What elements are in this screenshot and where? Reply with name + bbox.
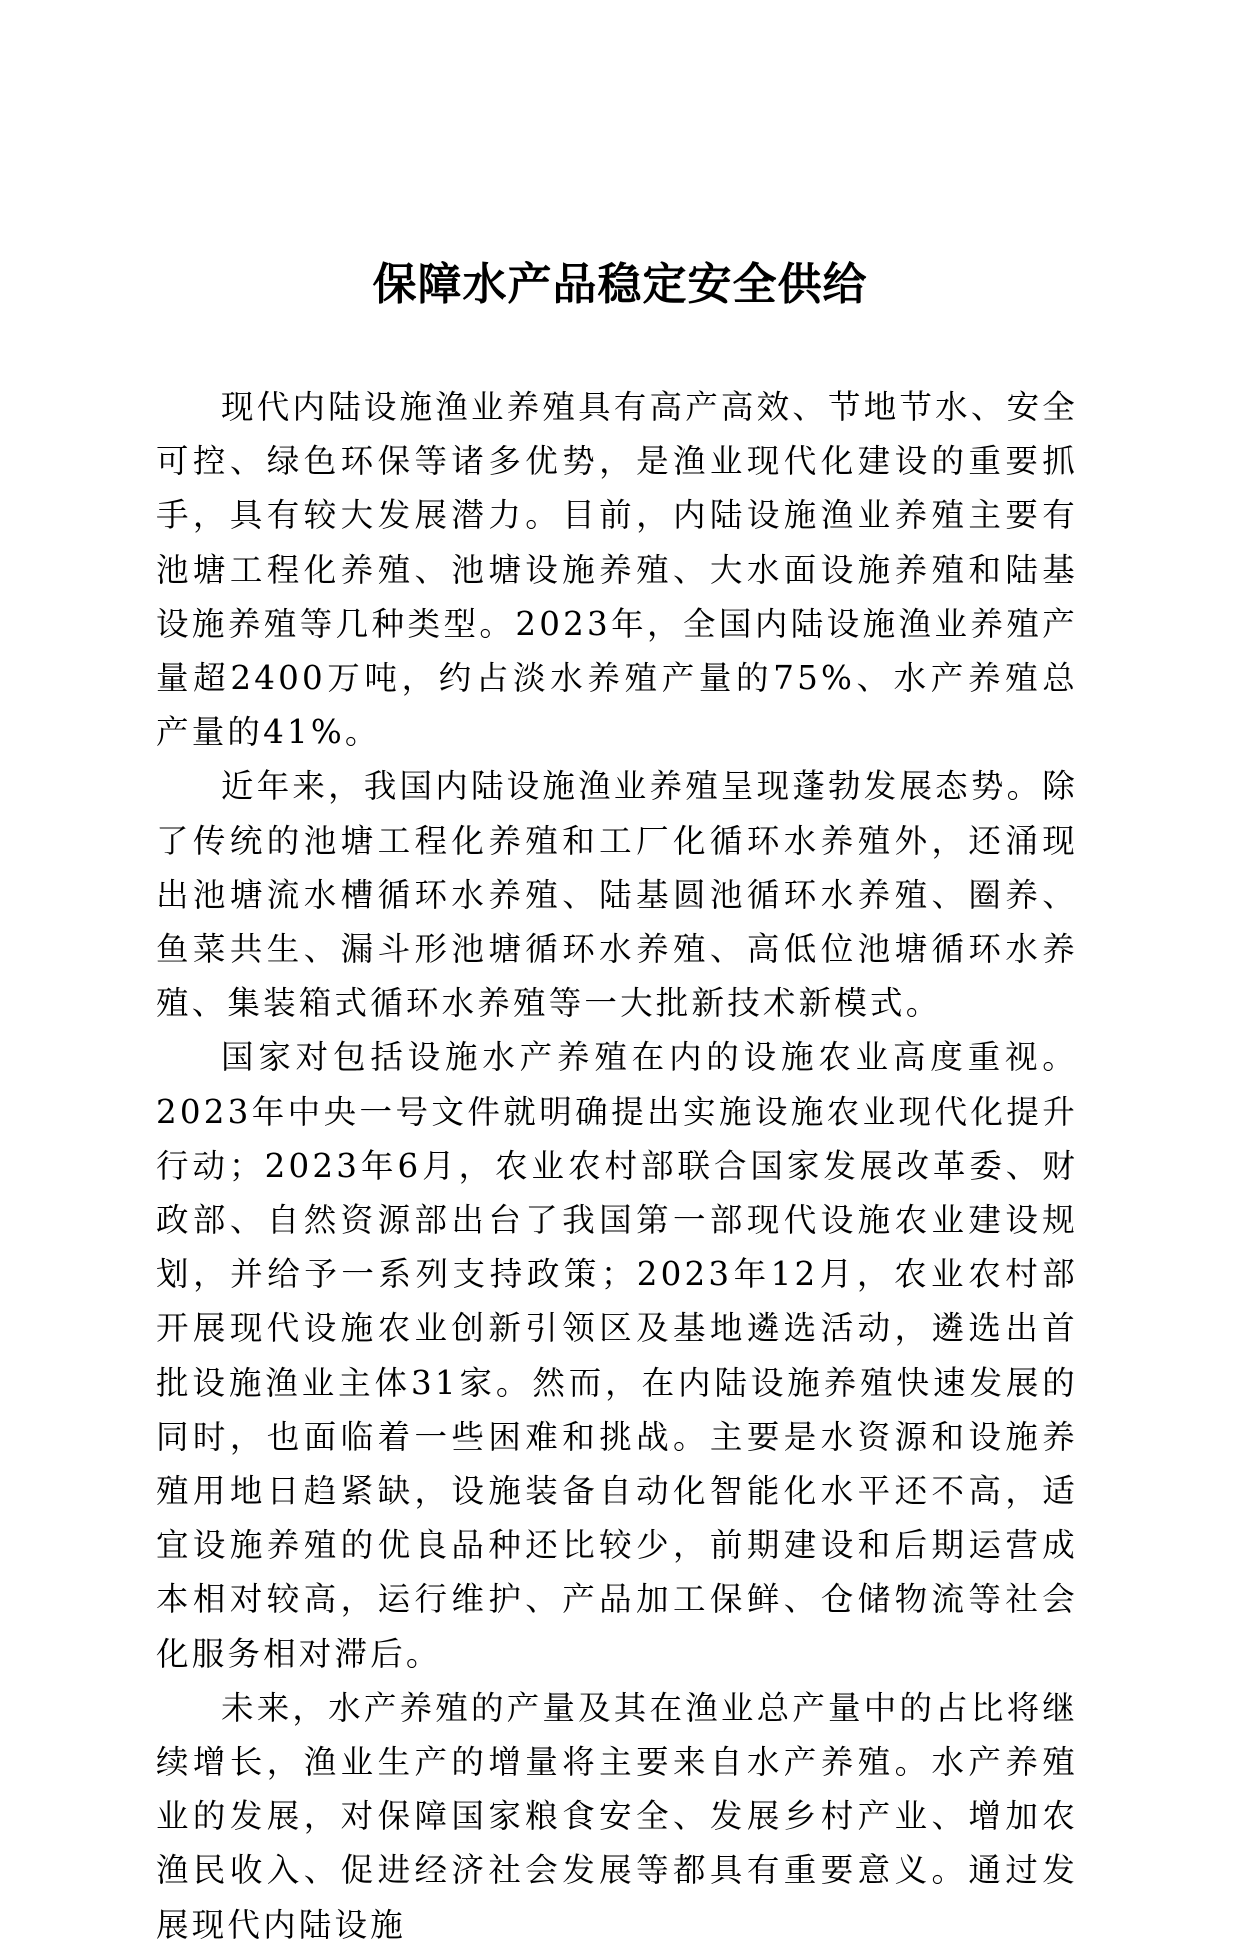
paragraph-1: 现代内陆设施渔业养殖具有高产高效、节地节水、安全可控、绿色环保等诸多优势，是渔业现代化建设的重要抓手，具有较大发展潜力。目前，内陆设施渔业养殖主要有池塘工程化养殖、池塘设施养殖、大水面设施养殖和陆基设施养殖等几种类型。2023年，全国内陆设施渔业养殖产量超2400万吨，约占淡水养殖产量的75%、水产养殖总产量的41%。 — [156, 388, 1078, 752]
paragraph-4: 未来，水产养殖的产量及其在渔业总产量中的占比将继续增长，渔业生产的增量将主要来自水产养殖。水产养殖业的发展，对保障国家粮食安全、发展乡村产业、增加农渔民收入、促进经济社会发展等都具有重要意义。通过发展现代内陆设施 — [156, 1688, 1078, 1944]
paragraph-2: 近年来，我国内陆设施渔业养殖呈现蓬勃发展态势。除了传统的池塘工程化养殖和工厂化循环水养殖外，还涌现出池塘流水槽循环水养殖、陆基圆池循环水养殖、圈养、鱼菜共生、漏斗形池塘循环水养殖、高低位池塘循环水养殖、集装箱式循环水养殖等一大批新技术新模式。 — [156, 767, 1078, 1023]
document-body — [156, 380, 1078, 1952]
document-title: 保障水产品稳定安全供给 — [372, 259, 868, 310]
paragraph-3: 国家对包括设施水产养殖在内的设施农业高度重视。2023年中央一号文件就明确提出实施设施农业现代化提升行动；2023年6月，农业农村部联合国家发展改革委、财政部、自然资源部出台了我国第一部现代设施农业建设规划，并给予一系列支持政策；2023年12月，农业农村部开展现代设施农业创新引领区及基地遴选活动，遴选出首批设施渔业主体31家。然而，在内陆设施养殖快速发展的同时，也面临着一些困难和挑战。主要是水资源和设施养殖用地日趋紧缺，设施装备自动化智能化水平还不高，适宜设施养殖的优良品种还比较少，前期建设和后期运营成本相对较高，运行维护、产品加工保鲜、仓储物流等社会化服务相对滞后。 — [156, 1038, 1078, 1673]
